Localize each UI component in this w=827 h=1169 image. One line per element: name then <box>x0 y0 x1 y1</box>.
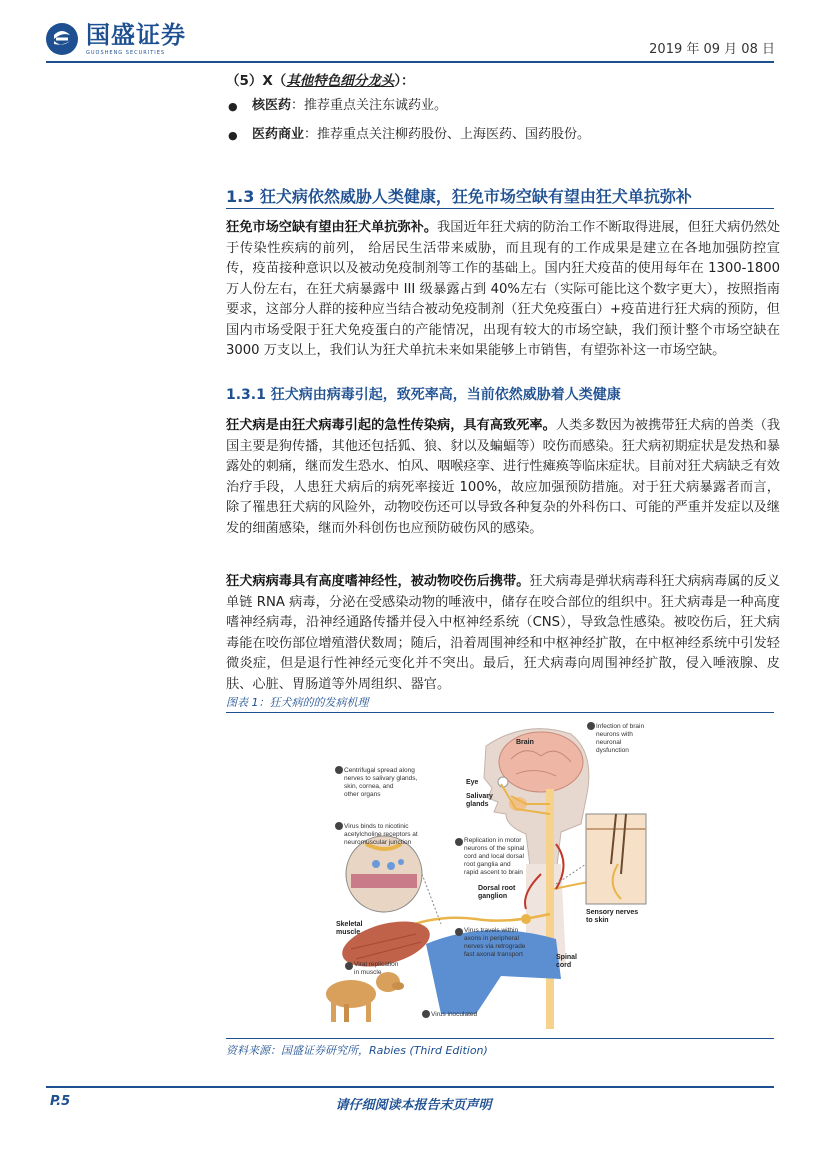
footer-disclaimer: 请仔细阅读本报告末页声明 <box>335 1098 492 1113</box>
brain-label: Brain <box>516 739 534 746</box>
step1-label: Virus inoculated <box>431 1011 478 1018</box>
bullet-item: 核医药：推荐重点关注东诚药业。 <box>252 98 448 113</box>
page-number: P.5 <box>50 1094 71 1109</box>
paragraph: 狂犬病是由狂犬病毒引起的急性传染病，具有高致死率。人类多数因为被携带狂犬病的兽类（我国主要是狗传播，其他还包括狐、狼、豺以及蝙蝠等）咬伤而感染。狂犬病初期症状是发热和暴露处的刺痛，继而发生恐水、怕风、咽喉痉挛、进行性瘫痪等临床症状。目前对狂犬病缺乏有效治疗手段，人患狂犬病后的病死率接近 100%，故应加强预防措施。对于狂犬病暴露者而言，除了罹患狂犬病的风险外，动物咬伤还可以导致各种复杂的外科伤口、可能的严重并发症以及继发的细菌感染，继而外科创伤也应预防破伤风的感染。 <box>226 418 781 536</box>
dorsal-root-label: Dorsal root ganglion <box>478 885 516 900</box>
step2-label: Viral replication in muscle <box>354 961 399 976</box>
bullet-dot-icon: ● <box>228 100 238 113</box>
bullet-item: 医药商业：推荐重点关注柳药股份、上海医药、国药股份。 <box>252 127 591 142</box>
figure-caption: 图表 1：狂犬病的的发病机理 <box>226 696 369 709</box>
sensory-nerves-label: Sensory nerves to skin <box>586 909 639 924</box>
brand-name: 国盛证券 <box>86 21 186 49</box>
subsection-heading: 1.3.1 狂犬病由病毒引起，致死率高，当前依然威胁着人类健康 <box>226 387 621 403</box>
step7-label: Centrifugal spread along nerves to salivary glands, skin, cornea, and other organs <box>344 767 418 798</box>
spinal-cord-shape <box>546 789 554 1029</box>
spinal-cord-label: Spinal cord <box>556 954 578 969</box>
step3-label: Virus binds to nicotinic acetylcholine receptors at neuromuscular junction <box>344 823 418 846</box>
step4-label: Virus travels within axons in peripheral nerves via retrograde fast axonal transport <box>464 927 526 958</box>
logo-icon <box>45 22 79 56</box>
skeletal-muscle-label: Skeletal muscle <box>336 921 363 936</box>
eye-label: Eye <box>466 779 479 786</box>
rabies-pathogenesis-figure <box>226 714 774 1036</box>
heading-divider <box>226 208 774 209</box>
ganglion-shape <box>521 914 531 924</box>
figure-source: 资料来源：国盛证券研究所，Rabies (Third Edition) <box>226 1044 488 1057</box>
step5-label: Replication in motor neurons of the spinal cord and local dorsal root ganglia and rapid ascent to brain <box>464 837 525 876</box>
paragraph: 狂犬病病毒具有高度嗜神经性，被动物咬伤后携带。狂犬病毒是弹状病毒科狂犬病病毒属的反义单链 RNA 病毒，分泌在受感染动物的唾液中，储存在咬合部位的组织中。狂犬病毒是一种高度嗜神经病毒，沿神经通路传播并侵入中枢神经系统（CNS），导致急性感染。被咬伤后，狂犬病毒能在咬伤部位增殖潜伏数周；随后，沿着周围神经和中枢神经扩散，在中枢神经系统中引发轻微炎症，但是退行性神经元变化并不突出。最后，狂犬病毒向周围神经扩散，侵入唾液腺、皮肤、心脏、胃肠道等外周组织、器官。 <box>226 574 781 692</box>
figure-bottom-rule <box>226 1038 774 1039</box>
bullet-dot-icon: ● <box>228 129 238 142</box>
report-date: 2019 年 09 月 08 日 <box>649 42 775 57</box>
footer-divider <box>46 1086 774 1088</box>
dog-shape <box>326 972 404 1022</box>
section5-title: （5）X（其他特色细分龙头）： <box>226 73 415 89</box>
step6-label: Infection of brain neurons with neuronal dysfunction <box>596 723 645 754</box>
skin-zoom <box>586 814 646 904</box>
brand-subtitle: GUOSHENG SECURITIES <box>86 50 166 56</box>
figure-top-rule <box>226 712 774 713</box>
salivary-label: Salivary glands <box>466 793 493 808</box>
paragraph: 狂免市场空缺有望由狂犬单抗弥补。我国近年狂犬病的防治工作不断取得进展，但狂犬病仍然处于传染性疾病的前列， 给居民生活带来威胁，而且现有的工作成果是建立在各地加强防控宣传，疫苗接种意识以及被动免疫制剂等工作的基础上。国内狂犬疫苗的使用每年在 1300-1800 万人份左右，在狂犬病暴露中 III 级暴露占到 40%左右（实际可能比这个数字更大），按照指南要求，这部分人群的接种应当结合被动免疫制剂（狂犬免疫蛋白）+疫苗进行狂犬病的预防，但国内市场受限于狂犬免疫蛋白的产能情况，出现有较大的市场空缺，我们预计整个市场空缺在 3000 万支以上，我们认为狂犬单抗未来如果能够上市销售，有望弥补这一市场空缺。 <box>226 220 781 358</box>
header-divider <box>46 61 774 63</box>
section-heading: 1.3 狂犬病依然威胁人类健康，狂免市场空缺有望由狂犬单抗弥补 <box>226 187 692 206</box>
